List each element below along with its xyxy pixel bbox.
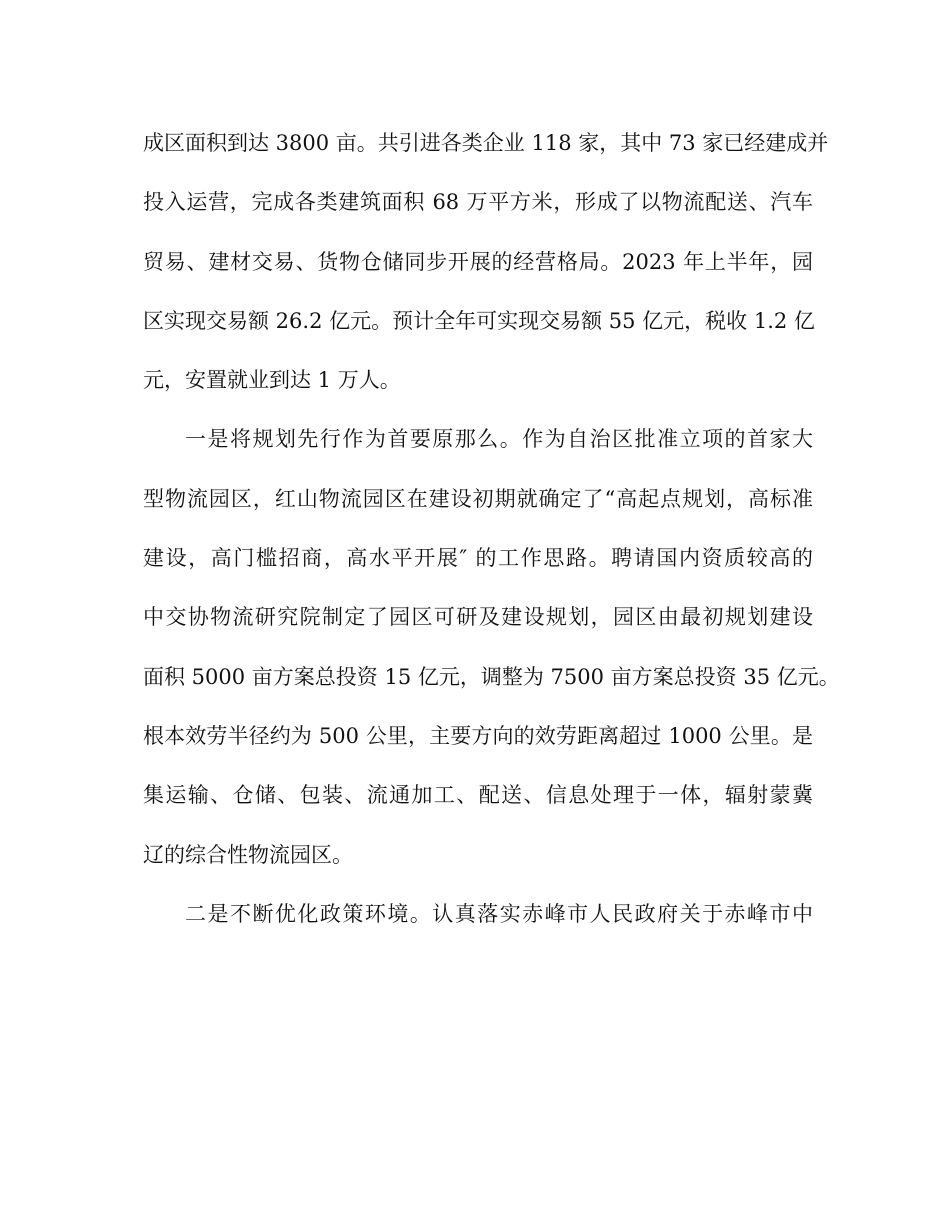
text-line: 根本效劳半径约为 500 公里，主要方向的效劳距离超过 1000 公里。是 <box>143 723 813 748</box>
text-line: 建设，高门槛招商，高水平开展″ 的工作思路。聘请国内资质较高的 <box>143 546 813 571</box>
text-line: 元，安置就业到达 1 万人。 <box>143 368 401 393</box>
body-text <box>143 120 840 950</box>
text-line: 成区面积到达 3800 亩。共引进各类企业 118 家，其中 73 家已经建成并 <box>143 131 829 155</box>
text-line: 投入运营，完成各类建筑面积 68 万平方米，形成了以物流配送、汽车 <box>143 190 813 215</box>
text-line: 辽的综合性物流园区。 <box>143 842 353 867</box>
text-line: 中交协物流研究院制定了园区可研及建设规划，园区由最初规划建设 <box>143 605 813 630</box>
text-line: 贸易、建材交易、货物仓储同步开展的经营格局。2023 年上半年，园 <box>143 249 813 274</box>
text-line: 区实现交易额 26.2 亿元。预计全年可实现交易额 55 亿元，税收 1.2 亿 <box>143 308 815 333</box>
paragraph-first-line: 一是将规划先行作为首要原那么。作为自治区批准立项的首家大 <box>185 427 813 452</box>
text-line: 集运输、仓储、包装、流通加工、配送、信息处理于一体，辐射蒙冀 <box>143 783 813 808</box>
text-line: 面积 5000 亩方案总投资 15 亿元，调整为 7500 亩方案总投资 35 亿元。 <box>143 664 840 689</box>
text-line: 型物流园区，红山物流园区在建设初期就确定了“高起点规划，高标准 <box>143 486 813 511</box>
paragraph-first-line: 二是不断优化政策环境。认真落实赤峰市人民政府关于赤峰市中 <box>185 901 813 926</box>
